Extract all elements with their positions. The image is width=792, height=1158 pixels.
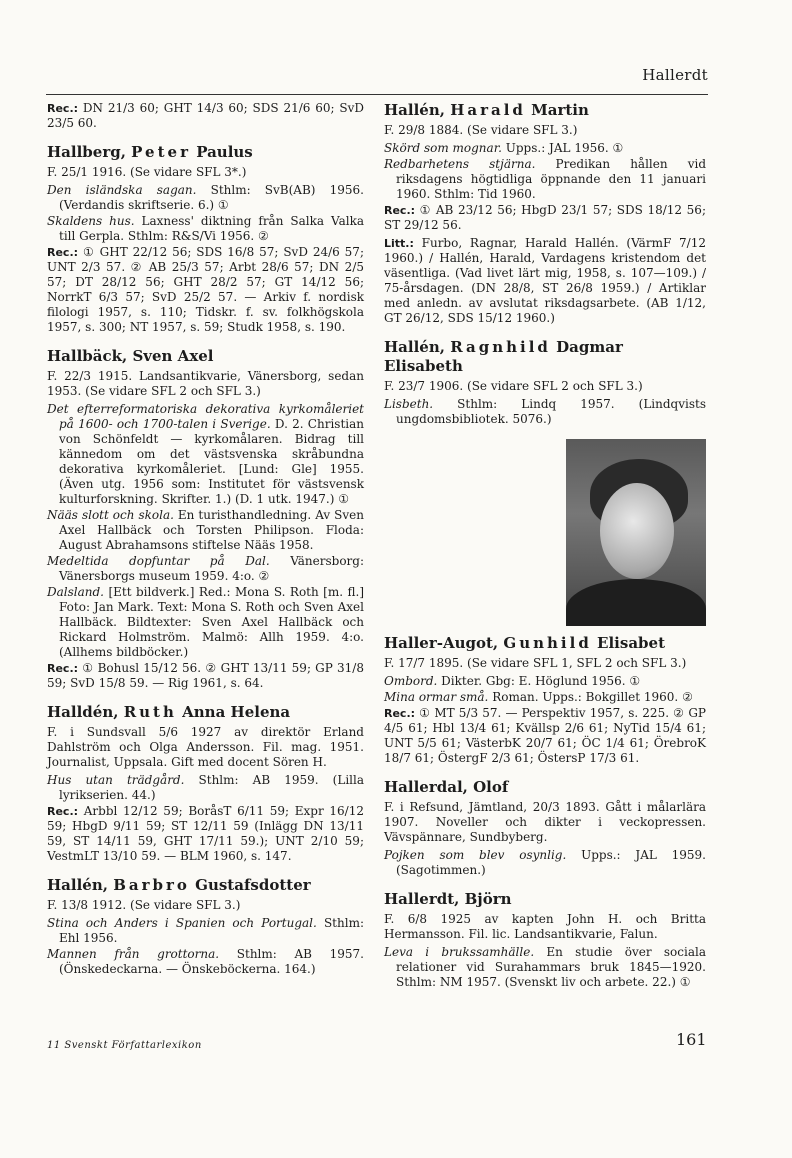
given-name-rest: Dagmar Elisabeth [384, 338, 623, 375]
rec-label: Rec.: [47, 805, 79, 818]
work-item [384, 674, 706, 689]
bio: F. 23/7 1906. (Se vidare SFL 2 och SFL 3.) [384, 379, 643, 393]
work-item [47, 916, 364, 946]
surname: Hallén, [384, 101, 445, 119]
entry-heading [47, 876, 364, 895]
entry-heading [47, 703, 364, 722]
portrait-photo [566, 439, 706, 626]
work-item [47, 183, 364, 213]
work-title: Mina ormar små. [384, 690, 489, 704]
litt-label: Litt.: [384, 237, 414, 250]
litt-line [384, 236, 706, 326]
work-text: Dikter. Gbg: E. Höglund 1956. ① [437, 674, 641, 688]
entry-hallberg [47, 143, 364, 335]
page-number: 161 [676, 1030, 707, 1049]
bio: F. 17/7 1895. (Se vidare SFL 1, SFL 2 och SFL 3.) [384, 656, 687, 670]
rec-line [47, 245, 364, 335]
work-title: Medeltida dopfuntar på Dal. [47, 554, 270, 568]
entry-hallerdal [384, 778, 706, 878]
work-item [384, 945, 706, 990]
work-title: Dalsland. [47, 585, 104, 599]
work-item [47, 947, 364, 977]
given-name: Peter [131, 143, 191, 161]
work-title: Redbarhetens stjärna. [384, 157, 536, 171]
work-title: Den isländska sagan. [47, 183, 197, 197]
surname: Hallberg, [47, 143, 126, 161]
work-text: [Ett bildverk.] Red.: Mona S. Roth [m. fl.] Foto: Jan Mark. Text: Mona S. Roth och Sven Axel Hallbäck. Bildtexter: Sven Axel Hallbäck och Rickard Holmström. Malmö: Allh 1959. 4:o. (Allhems bildböcker.) [59, 585, 364, 659]
work-text: Sthlm: Lindq 1957. (Lindqvists ungdomsbibliotek. 5076.) [396, 397, 706, 426]
entry-hallden [47, 703, 364, 864]
rec-line [47, 101, 364, 131]
entry-haller-augot [384, 634, 706, 766]
work-title: Lisbeth. [384, 397, 434, 411]
entry-hallen-ragnhild [384, 338, 706, 427]
work-title: Hus utan trädgård. [47, 773, 185, 787]
work-item [384, 848, 706, 878]
work-title: Det efterreformatoriska dekorativa kyrkomåleriet på 1600- och 1700-talen i Sverige. [47, 402, 364, 431]
entry-continuation [47, 101, 364, 131]
portrait-body [566, 579, 706, 626]
entry-heading [384, 338, 706, 376]
work-text: Vänersborg: Vänersborgs museum 1959. 4:o. ② [59, 554, 365, 583]
given-name: Ruth [123, 703, 177, 721]
work-item [47, 508, 364, 553]
entry-hallen-barbro [47, 876, 364, 977]
entry-heading [384, 634, 706, 653]
right-column [384, 101, 706, 1002]
rec-text: ① MT 5/3 57. — Perspektiv 1957, s. 225. ② GP 4/5 61; Hbl 13/4 61; Kvällsp 2/6 61; NyTid 15/4 61; UNT 5/5 61; VästerbK 20/7 61; ÖC 1/4 61; ÖrebroK 18/7 61; ÖstergF 2/3 61; ÖstersP 17/3 61. [384, 706, 706, 765]
bio: F. 25/1 1916. (Se vidare SFL 3*.) [47, 165, 247, 179]
given-name: Barbro [113, 876, 190, 894]
bio: F. i Refsund, Jämtland, 20/3 1893. Gått i målarlära 1907. Noveller och dikter i veckopressen. Vävspännare, Sundbyberg. [384, 800, 706, 844]
rec-label: Rec.: [47, 662, 79, 675]
work-text: Upps.: JAL 1956. ① [501, 141, 624, 155]
rec-label: Rec.: [384, 707, 416, 720]
given-name-rest: Gustafsdotter [195, 876, 311, 894]
entry-heading: Hallerdal, Olof [384, 778, 509, 796]
work-item [47, 554, 364, 584]
work-title: Mannen från grottorna. [47, 947, 220, 961]
surname: Hallén, [47, 876, 108, 894]
given-name-rest: Elisabet [597, 634, 666, 652]
work-item [384, 690, 706, 705]
header-rule [46, 94, 708, 95]
entry-heading: Hallerdt, Björn [384, 890, 512, 908]
work-item [384, 157, 706, 202]
work-item [47, 585, 364, 660]
rec-label: Rec.: [47, 246, 79, 259]
bio: F. 22/3 1915. Landsantikvarie, Vänersborg, sedan 1953. (Se vidare SFL 2 och SFL 3.) [47, 369, 364, 398]
given-name: Gunhild [503, 634, 592, 652]
surname: Haller-Augot, [384, 634, 499, 652]
rec-label: Rec.: [384, 204, 416, 217]
work-text: Sthlm: SvB(AB) 1956. (Verdandis skriftserie. 6.) ① [59, 183, 364, 212]
entry-heading [47, 143, 364, 162]
work-title: Ombord. [384, 674, 438, 688]
work-item [47, 214, 364, 244]
work-title: Leva i brukssamhälle. [384, 945, 535, 959]
entry-hallerdt [384, 890, 706, 990]
work-title: Nääs slott och skola. [47, 508, 174, 522]
entry-hallen-harald [384, 101, 706, 326]
left-column [47, 101, 364, 989]
rec-label: Rec.: [47, 102, 79, 115]
rec-text: ① GHT 22/12 56; SDS 16/8 57; SvD 24/6 57; UNT 2/3 57. ② AB 25/3 57; Arbt 28/6 57; DN 2/5 57; DT 28/12 56; GHT 28/2 57; GT 14/12 56; NorrkT 6/3 57; SvD 25/2 57. — Arkiv f. nordisk filologi 1957, s. 110; Tidskr. f. sv. folkhögskola 1957, s. 300; NT 1957, s. 59; Studk 1958, s. 190. [47, 245, 364, 334]
work-title: Skörd som mognar. [384, 141, 502, 155]
work-title: Pojken som blev osynlig. [384, 848, 567, 862]
work-text: D. 2. Christian von Schönfeldt — kyrkomålaren. Bidrag till kännedom om det västsvenska skråbundna dekorativa kyrkomåleriet. [Lund: Gle] 1955. (Även utg. 1956 som: Institutet för västsvensk kulturforskning. Skrifter. 1.) (D. 1 utk. 1947.) ① [59, 417, 364, 506]
work-text: Laxness' diktning från Salka Valka till Gerpla. Sthlm: R&S/Vi 1956. ② [59, 214, 364, 243]
rec-line [47, 661, 364, 691]
given-name-rest: Martin [531, 101, 589, 119]
bio: F. i Sundsvall 5/6 1927 av direktör Erland Dahlström och Olga Andersson. Fil. mag. 1951. Journalist, Uppsala. Gift med docent Sören H. [47, 725, 364, 769]
work-text: Sthlm: AB 1957. (Önskedeckarna. — Önskeböckerna. 164.) [59, 947, 364, 976]
entry-heading [384, 101, 706, 120]
given-name-rest: Paulus [196, 143, 253, 161]
bio: F. 13/8 1912. (Se vidare SFL 3.) [47, 898, 241, 912]
bio: F. 29/8 1884. (Se vidare SFL 3.) [384, 123, 578, 137]
given-name-rest: Anna Helena [182, 703, 291, 721]
rec-line [47, 804, 364, 864]
given-name: Ragnhild [450, 338, 551, 356]
work-text: Roman. Upps.: Bokgillet 1960. ② [488, 690, 693, 704]
work-item [47, 402, 364, 507]
given-name: Harald [450, 101, 526, 119]
entry-heading: Hallbäck, Sven Axel [47, 347, 214, 365]
litt-text: Furbo, Ragnar, Harald Hallén. (VärmF 7/12 1960.) / Hallén, Harald, Vardagens kristendom det väsentliga. (Vad livet lärt mig, 1958, s. 107—109.) / 75-årsdagen. (DN 28/8, ST 26/8 1959.) / Artiklar med anledn. av avslutat riksdagsarbete. (AB 1/12, GT 26/12, SDS 15/12 1960.) [384, 236, 706, 325]
work-item [47, 773, 364, 803]
rec-line [384, 203, 706, 233]
work-text: En turisthandledning. Av Sven Axel Hallbäck och Torsten Philipson. Floda: August Abrahamsons stiftelse Nääs 1958. [59, 508, 364, 552]
work-item [384, 397, 706, 427]
rec-text: Arbbl 12/12 59; BoråsT 6/11 59; Expr 16/12 59; HbgD 9/11 59; ST 12/11 59 (Inlägg DN 13/11 59, ST 14/11 59, GHT 17/11 59.); UNT 2/10 59; VestmLT 13/10 59. — BLM 1960, s. 147. [47, 804, 364, 863]
work-text: Sthlm: AB 1959. (Lilla lyrikserien. 44.) [59, 773, 364, 802]
rec-line [384, 706, 706, 766]
footer-signature: 11 Svenskt Författarlexikon [47, 1040, 202, 1051]
work-text: Sthlm: Ehl 1956. [59, 916, 364, 945]
work-title: Stina och Anders i Spanien och Portugal. [47, 916, 317, 930]
running-head: Hallerdt [642, 66, 708, 84]
work-text: En studie över sociala relationer vid Surahammars bruk 1845—1920. Sthlm: NM 1957. (Svenskt liv och arbete. 22.) ① [396, 945, 706, 989]
rec-text: ① Bohusl 15/12 56. ② GHT 13/11 59; GP 31/8 59; SvD 15/8 59. — Rig 1961, s. 64. [47, 661, 364, 690]
portrait-face [600, 483, 674, 579]
rec-text: DN 21/3 60; GHT 14/3 60; SDS 21/6 60; SvD 23/5 60. [47, 101, 364, 130]
work-text: Upps.: JAL 1959. (Sagotimmen.) [396, 848, 706, 877]
entry-hallback [47, 347, 364, 691]
bio: F. 6/8 1925 av kapten John H. och Britta Hermansson. Fil. lic. Landsantikvarie, Falun. [384, 912, 706, 941]
work-text: Predikan hållen vid riksdagens högtidliga öppnande den 11 januari 1960. Sthlm: Tid 1960. [396, 157, 706, 201]
rec-text: ① AB 23/12 56; HbgD 23/1 57; SDS 18/12 56; ST 29/12 56. [384, 203, 706, 232]
work-item [384, 141, 706, 156]
surname: Halldén, [47, 703, 119, 721]
work-title: Skaldens hus. [47, 214, 135, 228]
surname: Hallén, [384, 338, 445, 356]
